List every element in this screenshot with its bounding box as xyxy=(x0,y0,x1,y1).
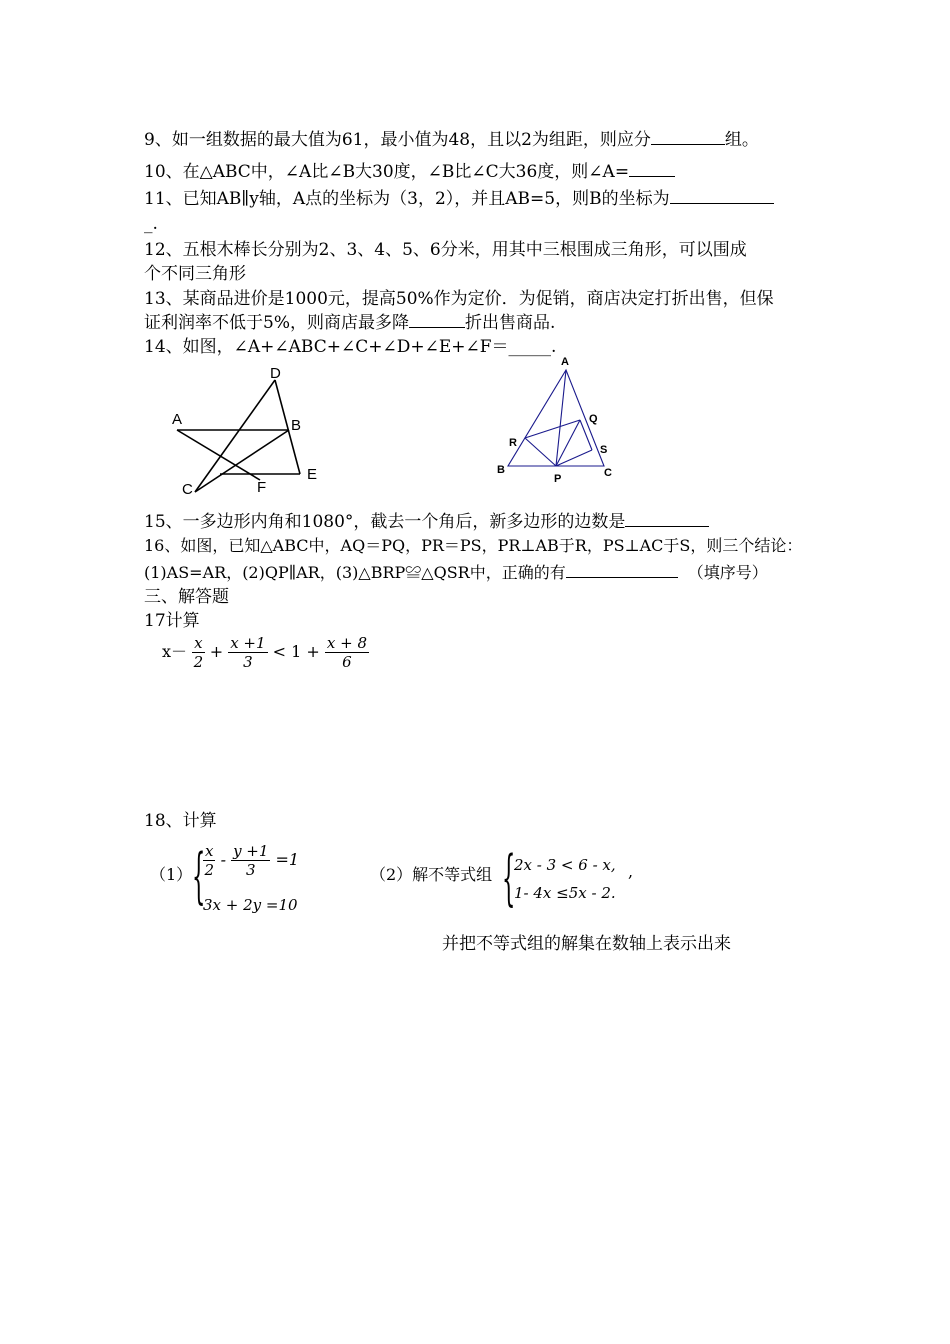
equals-value: =1 xyxy=(275,850,300,869)
label-A: A xyxy=(561,356,569,368)
question-16-text: (1)AS=AR，(2)QP∥AR，(3)△BRP≌△QSR中，正确的有 xyxy=(144,563,566,582)
fraction xyxy=(228,634,267,671)
numerator: x xyxy=(205,842,214,860)
fraction xyxy=(203,842,215,879)
question-12-line1: 12、五根木棒长分别为2、3、4、5、6分米，用其中三根围成三角形，可以围成 xyxy=(144,240,747,260)
question-12-line2: 个不同三角形 xyxy=(144,264,246,284)
numerator: x + 8 xyxy=(326,634,367,652)
label-S: S xyxy=(600,444,608,456)
question-13-tail: 折出售商品. xyxy=(464,313,556,333)
label-F: F xyxy=(257,479,267,496)
part-1-equation-2: 3x + 2y =10 xyxy=(203,896,298,914)
question-13-line2 xyxy=(144,311,555,334)
question-11-text: 11、已知AB∥y轴，A点的坐标为（3，2），并且AB=5，则B的坐标为 xyxy=(144,189,670,209)
answer-blank[interactable] xyxy=(629,160,675,177)
numerator: x +1 xyxy=(230,634,266,652)
fraction xyxy=(325,634,369,671)
label-D: D xyxy=(270,365,281,382)
part-2-comma: , xyxy=(628,862,634,881)
question-16-line1: 16、如图，已知△ABC中，AQ＝PQ，PR＝PS，PR⊥AB于R，PS⊥AC于S，则三个结论： xyxy=(144,536,803,555)
section-title: 三、解答题 xyxy=(144,587,229,607)
denominator: 3 xyxy=(245,861,256,879)
denominator: 2 xyxy=(193,653,204,671)
part-2-label: （2）解不等式组 xyxy=(370,865,493,884)
label-B: B xyxy=(291,417,302,434)
denominator: 2 xyxy=(204,861,214,879)
label-A: A xyxy=(172,411,183,428)
question-9-tail: 组。 xyxy=(724,130,759,150)
figure-triangle-abc xyxy=(490,350,630,490)
denominator: 6 xyxy=(342,653,352,671)
label-C: C xyxy=(604,467,612,479)
answer-blank[interactable] xyxy=(566,561,678,578)
answer-blank[interactable] xyxy=(625,510,709,527)
denominator: 3 xyxy=(243,653,253,671)
question-16-line2 xyxy=(144,561,768,584)
expr-lead: x－ xyxy=(162,642,188,661)
figure-star xyxy=(160,360,340,500)
answer-blank[interactable] xyxy=(670,187,774,204)
question-13-text: 证利润率不低于5%，则商店最多降 xyxy=(144,313,409,333)
answer-blank[interactable] xyxy=(651,128,725,145)
plus-sign: + xyxy=(209,642,224,661)
answer-blank[interactable] xyxy=(409,311,465,328)
segment-CB xyxy=(195,430,289,492)
question-15-text: 15、一多边形内角和1080°，截去一个角后，新多边形的边数是 xyxy=(144,512,626,532)
question-17-title: 17计算 xyxy=(144,611,200,631)
segment-PS xyxy=(556,450,592,466)
question-17-expression xyxy=(162,634,369,671)
label-R: R xyxy=(509,437,517,449)
minus-sign: - xyxy=(220,850,226,869)
less-than-sign: < 1 + xyxy=(272,642,320,661)
question-11-cont: _. xyxy=(144,214,158,234)
label-C: C xyxy=(182,481,193,498)
part-1-label: （1） xyxy=(150,865,193,884)
left-brace: { xyxy=(192,841,206,911)
segment-PR xyxy=(525,438,556,466)
question-15 xyxy=(144,510,709,533)
label-P: P xyxy=(554,473,562,485)
numerator: y +1 xyxy=(233,842,269,860)
label-E: E xyxy=(307,466,318,483)
question-11 xyxy=(144,187,774,210)
question-9 xyxy=(144,128,759,151)
segment-AF xyxy=(177,430,260,480)
label-Q: Q xyxy=(589,413,598,425)
question-13-line1: 13、某商品进价是1000元，提高50%作为定价．为促销，商店决定打折出售，但保 xyxy=(144,289,774,309)
question-9-text: 9、如一组数据的最大值为61，最小值为48，且以2为组距，则应分 xyxy=(144,130,651,150)
part-2-inequality-2: 1- 4x ≤5x - 2. xyxy=(514,884,616,902)
part-2-inequality-1: 2x - 3 < 6 - x, xyxy=(514,856,616,874)
numerator: x xyxy=(194,634,203,652)
question-10-text: 10、在△ABC中，∠A比∠B大30度，∠B比∠C大36度，则∠A= xyxy=(144,162,630,182)
question-10 xyxy=(144,160,675,183)
part-1-equation-1 xyxy=(203,842,299,879)
fraction xyxy=(192,634,204,671)
fraction xyxy=(231,842,270,879)
left-brace: { xyxy=(502,843,516,913)
question-16-tail: （填序号） xyxy=(687,563,768,582)
part-2-note: 并把不等式组的解集在数轴上表示出来 xyxy=(442,934,731,954)
question-14: 14、如图，∠A+∠ABC+∠C+∠D+∠E+∠F＝_____. xyxy=(144,337,557,357)
question-18-title: 18、计算 xyxy=(144,811,217,831)
segment-DC xyxy=(195,380,275,492)
label-B: B xyxy=(497,464,505,476)
